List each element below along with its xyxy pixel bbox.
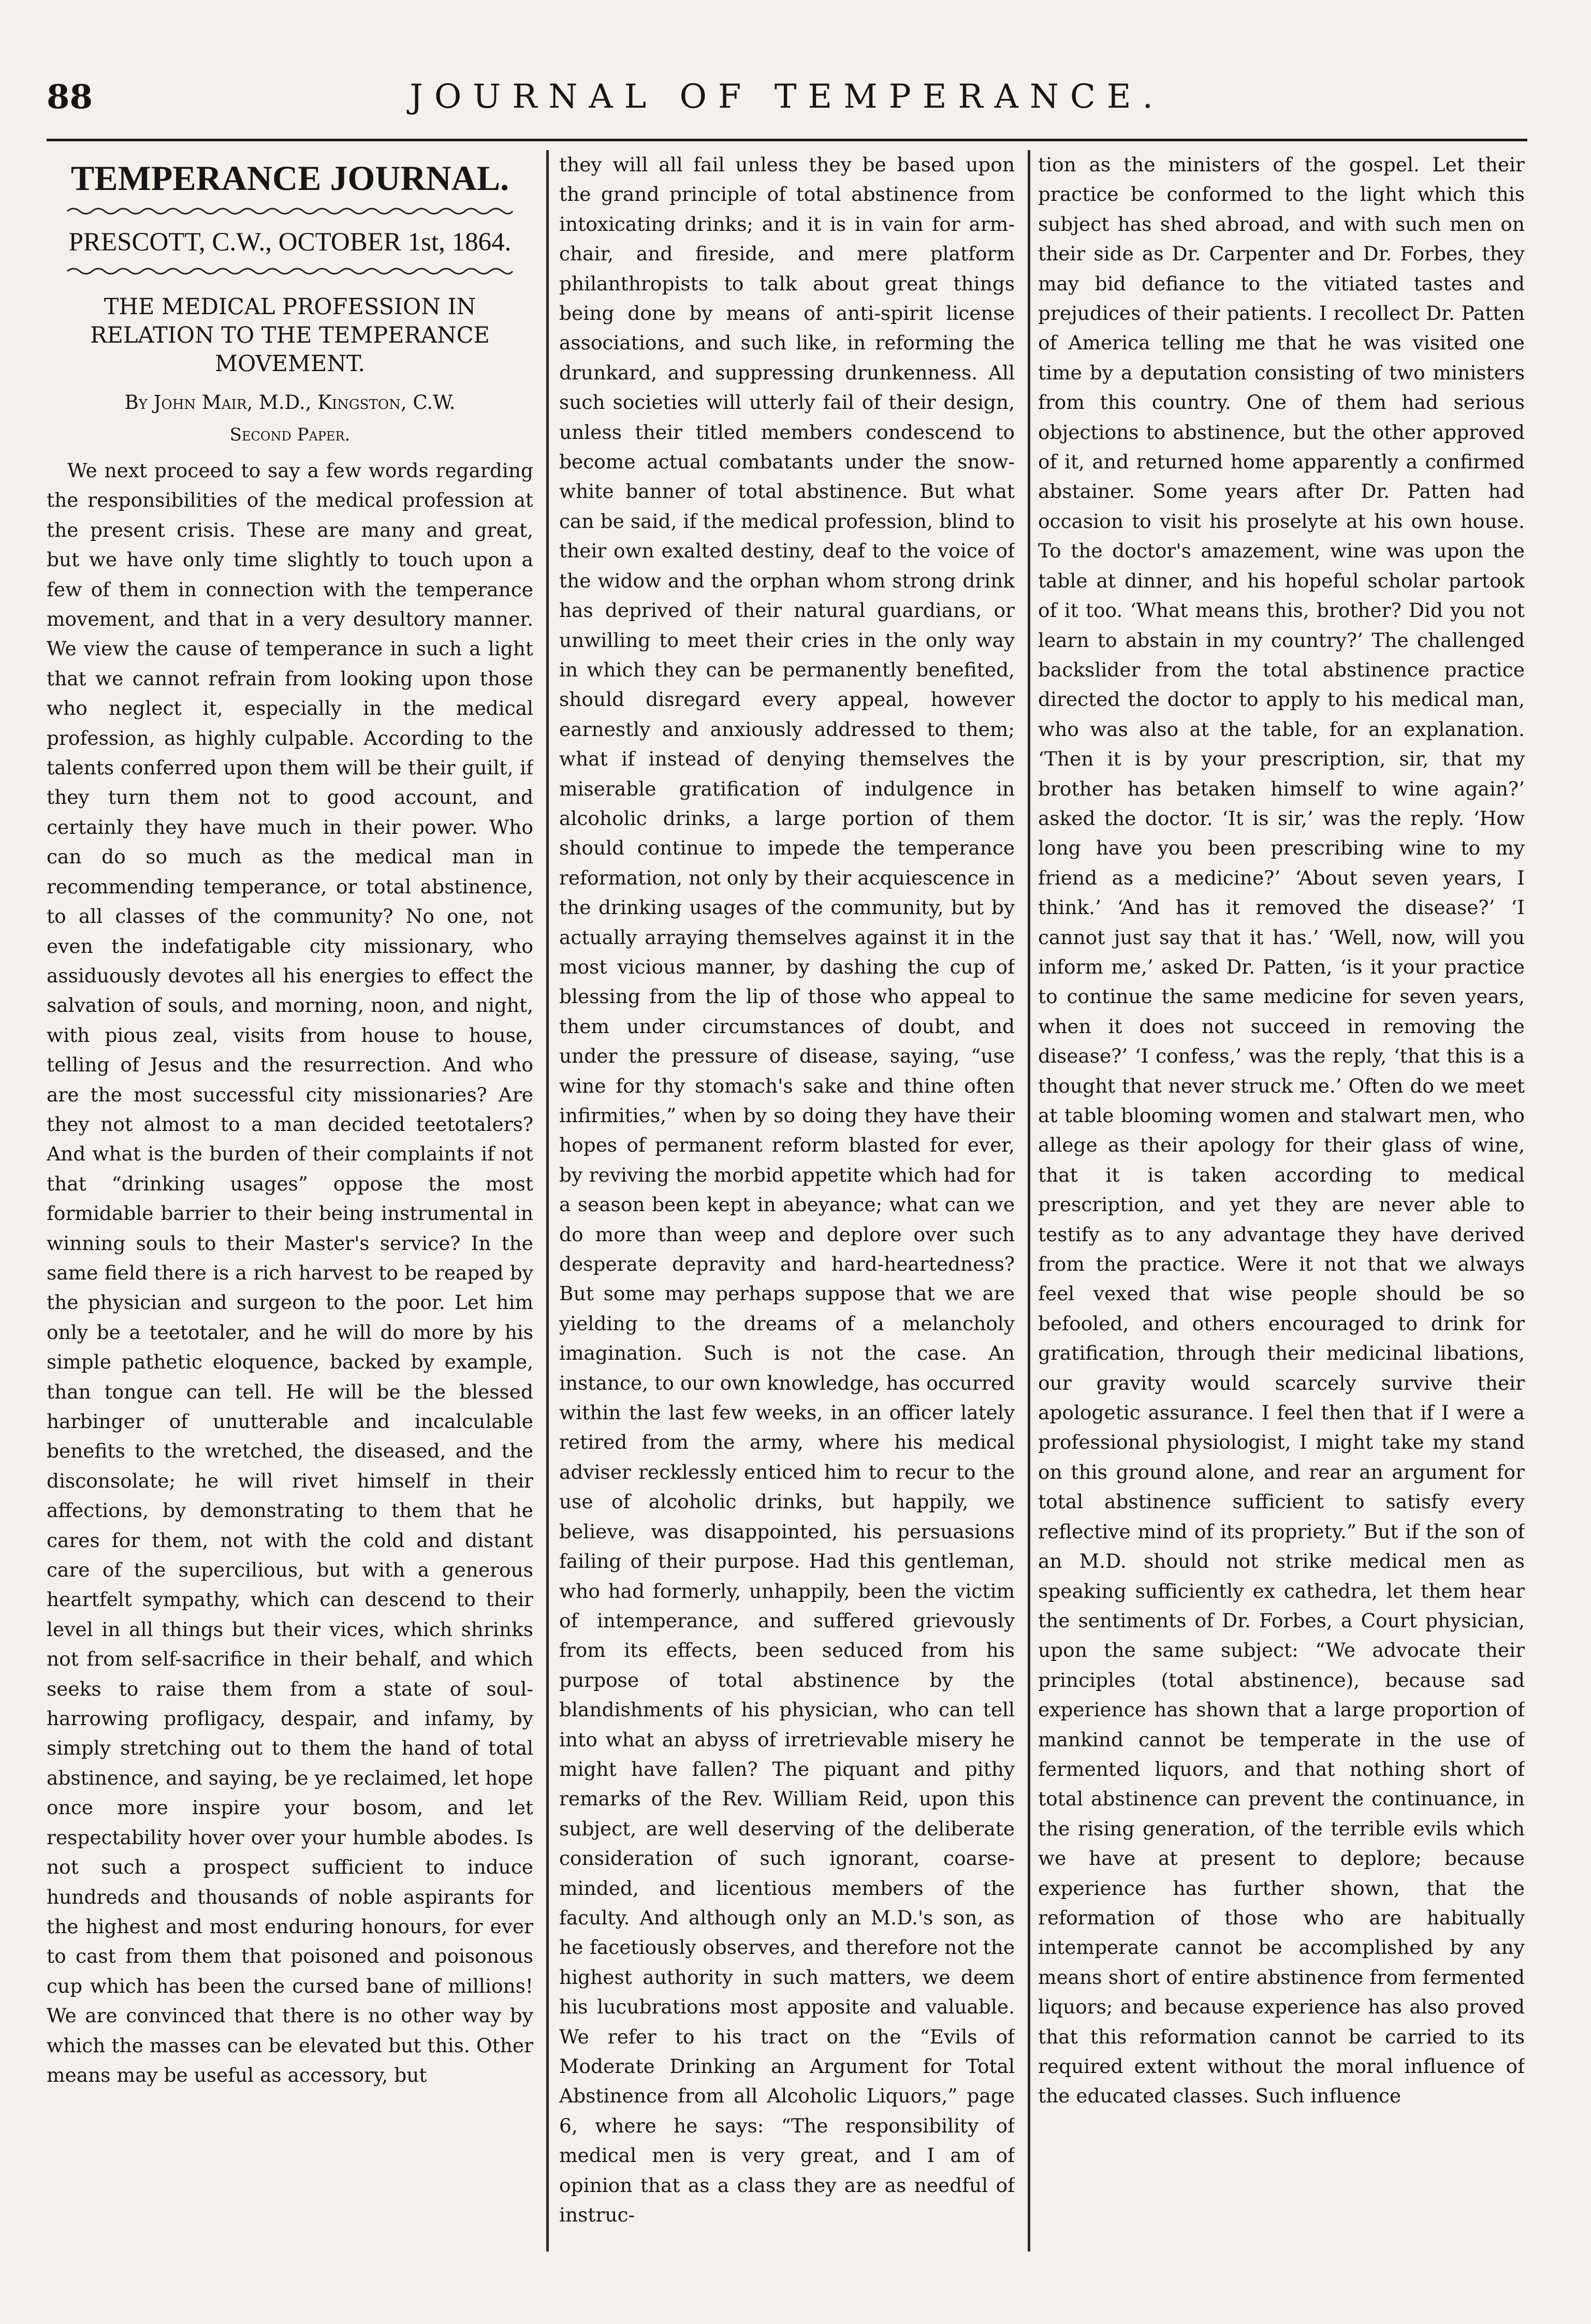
article-body-column-3: tion as the ministers of the gospel. Let their practice be conformed to the light which this subject has shed abroad, and with such men on their side as Dr. Carpenter and Dr. Forbes, they may bid defiance to the vitiated tastes and prejudices of their patients. I recollect Dr. Patten of America telling me that he was visited one time by a deputation consisting of two ministers from this country. One of them had serious objections to abstinence, but the other approved of it, and returned home apparently a confirmed abstainer. Some years after Dr. Patten had occasion to visit his proselyte at his own house. To the doctor's amazement, wine was upon the table at dinner, and his hopeful scholar partook of it too. ‘What means this, brother? Did you not learn to abstain in my country?’ The challenged backslider from the total abstinence practice directed the doctor to apply to his medical man, who was also at the table, for an explanation. ‘Then it is by your prescription, sir, that my brother has betaken himself to wine again?’ asked the doctor. ‘It is sir,’ was the reply. ‘How long have you been prescribing wine to my friend as a medicine?’ ‘About seven years, I think.’ ‘And has it removed the disease?’ ‘I cannot just say that it has.’ ‘Well, now, will you inform me,’ asked Dr. Patten, ‘is it your practice to continue the same medicine for seven years, when it does not succeed in removing the disease?’ ‘I confess,’ was the reply, ‘that this is a thought that never struck me.’ Often do we meet at table blooming women and stalwart men, who allege as their apology for their glass of wine, that it is taken according to medical prescription, and yet they are never able to testify as to any advantage they have derived from the practice. Were it not that we always feel vexed that wise people should be so befooled, and others encouraged to drink for gratification, through their medicinal libations, our gravity would scarcely survive their apologetic assurance. I feel then that if I were a professional physiologist, I might take my stand on this ground alone, and rear an argument for total abstinence sufficient to satisfy every reflective mind of its propriety.” But if the son of an M.D. should not strike medical men as speaking sufficiently ex cathedra, let them hear the sentiments of Dr. Forbes, a Court physician, upon the same subject: “We advocate their principles (total abstinence), because sad experience has shown that a large proportion of mankind cannot be temperate in the use of fermented liquors, and that nothing short of total abstinence can prevent the continuance, in the rising generation, of the terrible evils which we have at present to deplore; because experience has further shown, that the reformation of those who are habitually intemperate cannot be accomplished by any means short of entire abstinence from fermented liquors; and because experience has also proved that this reformation cannot be carried to its required extent without the moral influence of the educated classes. Such influence	[1038, 153, 1525, 2108]
column-rule-1	[546, 150, 549, 2252]
article-title: THE MEDICAL PROFESSION IN RELATION TO THE TEMPERANCE MOVEMENT.	[90, 294, 490, 377]
column-2	[559, 150, 1015, 2262]
header-rule	[47, 139, 1527, 141]
journal-title: JOURNAL OF TEMPERANCE.	[410, 78, 1164, 116]
masthead-title: TEMPERANCE JOURNAL.	[70, 158, 509, 198]
wavy-rule-top	[47, 205, 533, 217]
running-head	[47, 78, 1527, 135]
wavy-rule-bottom	[47, 265, 533, 277]
article-subhead: Second Paper.	[229, 424, 351, 445]
article-body-column-1: We next proceed to say a few words regarding the responsibilities of the medical profession at the present crisis. These are many and great, but we have only time slightly to touch upon a few of them in connection with the temperance movement, and that in a very desultory manner. We view the cause of temperance in such a light that we cannot refrain from looking upon those who neglect it, especially in the medical profession, as highly culpable. According to the talents conferred upon them will be their guilt, if they turn them not to good account, and certainly they have much in their power. Who can do so much as the medical man in recommending temperance, or total abstinence, to all classes of the community? No one, not even the indefatigable city missionary, who assiduously devotes all his energies to effect the salvation of souls, and morning, noon, and night, with pious zeal, visits from house to house, telling of Jesus and the resurrection. And who are the most successful city missionaries? Are they not almost to a man decided teetotalers? And what is the burden of their complaints if not that “drinking usages” oppose the most formidable barrier to their being instrumental in winning souls to their Master's service? In the same field there is a rich harvest to be reaped by the physician and surgeon to the poor. Let him only be a teetotaler, and he will do more by his simple pathetic eloquence, backed by example, than tongue can tell. He will be the blessed harbinger of unutterable and incalculable benefits to the wretched, the diseased, and the disconsolate; he will rivet himself in their affections, by demonstrating to them that he cares for them, not with the cold and distant care of the supercilious, but with a generous heartfelt sympathy, which can descend to their level in all things but their vices, which shrinks not from self-sacrifice in their behalf, and which seeks to raise them from a state of soul-harrowing profligacy, despair, and infamy, by simply stretching out to them the hand of total abstinence, and saying, be ye reclaimed, let hope once more inspire your bosom, and let respectability hover over your humble abodes. Is not such a prospect sufficient to induce hundreds and thousands of noble aspirants for the highest and most enduring honours, for ever to cast from them that poisoned and poisonous cup which has been the cursed bane of millions! We are convinced that there is no other way by which the masses can be elevated but this. Other means may be useful as accessory, but	[47, 459, 533, 2086]
column-3	[1038, 150, 1525, 2262]
article-byline: By John Mair, M.D., Kingston, C.W.	[124, 391, 456, 414]
column-1	[47, 150, 533, 2262]
dateline: PRESCOTT, C.W., OCTOBER 1st, 1864.	[68, 228, 512, 257]
column-rule-2	[1028, 150, 1030, 2252]
page-number: 88	[47, 78, 93, 116]
article-body-column-2: they will all fail unless they be based upon the grand principle of total abstinence from intoxicating drinks; and it is in vain for arm-chair, and fireside, and mere platform philanthropists to talk about great things being done by means of anti-spirit license associations, and such like, in reforming the drunkard, and suppressing drunkenness. All such societies will utterly fail of their design, unless their titled members condescend to become actual combatants under the snow-white banner of total abstinence. But what can be said, if the medical profession, blind to their own exalted destiny, deaf to the voice of the widow and the orphan whom strong drink has deprived of their natural guardians, or unwilling to meet their cries in the only way in which they can be permanently benefited, should disregard every appeal, however earnestly and anxiously addressed to them; what if instead of denying themselves the miserable gratification of indulgence in alcoholic drinks, a large portion of them should continue to impede the temperance reformation, not only by their acquiescence in the drinking usages of the community, but by actually arraying themselves against it in the most vicious manner, by dashing the cup of blessing from the lip of those who appeal to them under circumstances of doubt, and under the pressure of disease, saying, “use wine for thy stomach's sake and thine often infirmities,” when by so doing they have their hopes of permanent reform blasted for ever, by reviving the morbid appetite which had for a season been kept in abeyance; what can we do more than weep and deplore over such desperate depravity and hard-heartedness? But some may perhaps suppose that we are yielding to the dreams of a melancholy imagination. Such is not the case. An instance, to our own knowledge, has occurred within the last few weeks, in an officer lately retired from the army, where his medical adviser recklessly enticed him to recur to the use of alcoholic drinks, but happily, we believe, was disappointed, his persuasions failing of their purpose. Had this gentleman, who had formerly, unhappily, been the victim of intemperance, and suffered grievously from its effects, been seduced from his purpose of total abstinence by the blandishments of his physician, who can tell into what an abyss of irretrievable misery he might have fallen? The piquant and pithy remarks of the Rev. William Reid, upon this subject, are well deserving of the deliberate consideration of such ignorant, coarse-minded, and licentious members of the faculty. And although only an M.D.'s son, as he facetiously observes, and therefore not the highest authority in such matters, we deem his lucubrations most apposite and valuable. We refer to his tract on the “Evils of Moderate Drinking an Argument for Total Abstinence from all Alcoholic Liquors,” page 6, where he says: “The responsibility of medical men is very great, and I am of opinion that as a class they are as needful of instruc-	[559, 153, 1015, 2227]
